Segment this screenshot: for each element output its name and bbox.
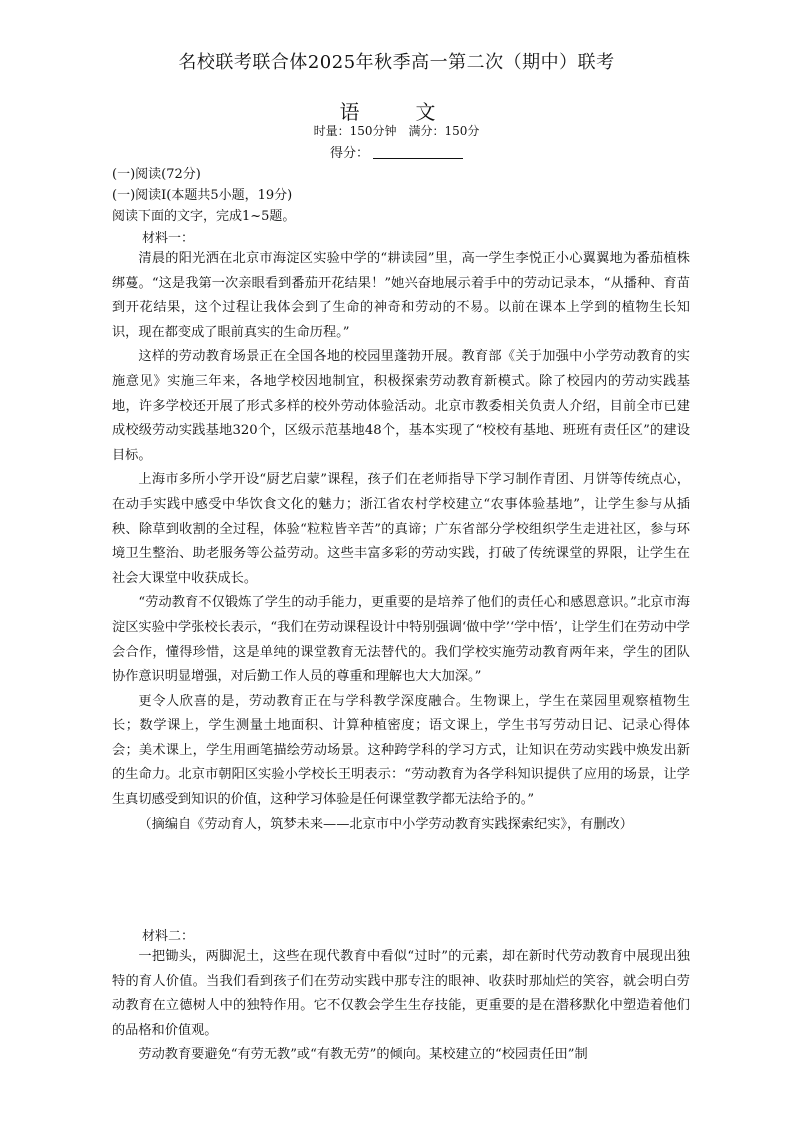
section-reading: (一)阅读(72分) <box>112 167 201 182</box>
material1-paragraph: 清晨的阳光洒在北京市海淀区实验中学的“耕读园”里，高一学生李悦正小心翼翼地为番茄植株绑蔓。“这是我第一次亲眼看到番茄开花结果！”她兴奋地展示着手中的劳动记录本，“从播种、育苗到开花结果，这个过程让我体会到了生命的神奇和劳动的不易。以前在课本上学到的植物生长知识，现在都变成了眼前真实的生命历程。” <box>112 251 690 340</box>
material2-paragraph: 劳动教育要避免“有劳无教”或“有教无劳”的倾向。某校建立的“校园责任田”制 <box>138 1047 588 1063</box>
material1-source: （摘编自《劳动育人，筑梦未来——北京市中小学劳动教育实践探索纪实》，有删改） <box>138 816 633 832</box>
material1-paragraph: “劳动教育不仅锻炼了学生的动手能力，更重要的是培养了他们的责任心和感恩意识。”北京市海淀区实验中学张校长表示，“我们在劳动课程设计中特别强调‘做中学’‘学中悟’，让学生们在劳动中学会合作，懂得珍惜，这是单纯的课堂教育无法替代的。我们学校实施劳动教育两年来，学生的团队协作意识明显增强，对后勤工作人员的尊重和理解也大大加深。” <box>112 595 690 685</box>
score-field <box>330 142 463 161</box>
score-blank <box>373 145 463 159</box>
material1-paragraph: 上海市多所小学开设“厨艺启蒙”课程，孩子们在老师指导下学习制作青团、月饼等传统点心，在动手实践中感受中华饮食文化的魅力；浙江省农村学校建立“农事体验基地”，让学生参与从插秧、除草到收割的全过程，体验“粒粒皆辛苦”的真谛；广东省部分学校组织学生走进社区，参与环境卫生整治、助老服务等公益劳动。这些丰富多彩的劳动实践，打破了传统课堂的界限，让学生在社会大课堂中收获成长。 <box>112 472 690 586</box>
section-reading1: (一)阅读Ⅰ(本题共5小题，19分) <box>112 188 293 203</box>
exam-meta: 时量：150分钟 满分：150分 <box>313 124 480 138</box>
score-label: 得分： <box>330 146 370 161</box>
material1-label: 材料一： <box>142 231 195 246</box>
material1-paragraph: 更令人欣喜的是，劳动教育正在与学科教学深度融合。生物课上，学生在菜园里观察植物生长；数学课上，学生测量土地面积、计算种植密度；语文课上，学生书写劳动日记、记录心得体会；美术课上，学生用画笔描绘劳动场景。这种跨学科的学习方式，让知识在劳动实践中焕发出新的生命力。北京市朝阳区实验小学校长王明表示：“劳动教育为各学科知识提供了应用的场景，让学生真切感受到知识的价值，这种学习体验是任何课堂教学都无法给予的。” <box>112 693 690 808</box>
material2-body <box>112 945 690 1068</box>
material2-label: 材料二： <box>142 929 195 944</box>
exam-title: 名校联考联合体2025年秋季高一第二次（期中）联考 <box>178 52 615 73</box>
material1-paragraph: 这样的劳动教育场景正在全国各地的校园里蓬勃开展。教育部《关于加强中小学劳动教育的实施意见》实施三年来，各地学校因地制宜，积极探索劳动教育新模式。除了校园内的劳动实践基地，许多学校还开展了形式多样的校外劳动体验活动。北京市教委相关负责人介绍，目前全市已建成校级劳动实践基地320个，区级示范基地48个，基本实现了“校校有基地、班班有责任区”的建设目标。 <box>112 349 690 463</box>
instruction: 阅读下面的文字，完成1~5题。 <box>112 209 296 224</box>
subject-title: 语 文 <box>339 100 454 124</box>
material1-body <box>112 247 690 837</box>
material2-paragraph: 一把锄头，两脚泥土，这些在现代教育中看似“过时”的元素，却在新时代劳动教育中展现出独特的育人价值。当我们看到孩子们在劳动实践中那专注的眼神、收获时那灿烂的笑容，就会明白劳动教育在立德树人中的独特作用。它不仅教会学生生存技能，更重要的是在潜移默化中塑造着他们的品格和价值观。 <box>112 949 690 1038</box>
